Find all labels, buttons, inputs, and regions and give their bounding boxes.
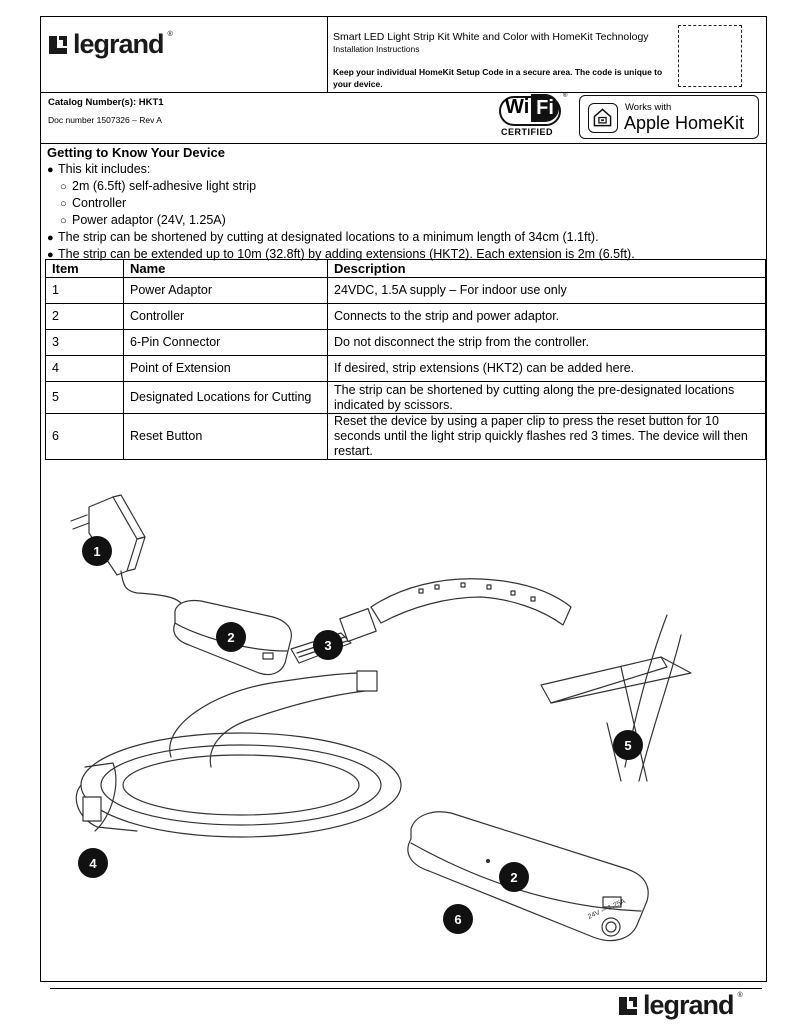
light-strip-segment xyxy=(371,579,571,625)
wifi-registered: ® xyxy=(563,93,568,99)
callout-label: 3 xyxy=(324,638,332,653)
header-item: Item xyxy=(46,260,124,278)
circle-bullet-icon: ○ xyxy=(60,181,67,193)
includes-label: This kit includes: xyxy=(58,162,151,176)
registered-mark: ® xyxy=(167,31,173,38)
bullet-includes xyxy=(47,161,759,178)
controller-rating-label: 24V ⎓ 1.25A xyxy=(586,898,627,921)
setup-code-placeholder xyxy=(678,25,742,87)
header-name: Name xyxy=(124,260,328,278)
works-with-text: Works with xyxy=(625,102,672,113)
wifi-fi-text: Fi xyxy=(531,94,559,122)
cell-item: 5 xyxy=(46,382,124,414)
callout-label: 5 xyxy=(624,738,632,753)
cell-description: The strip can be shortened by cutting along the pre-designated locations indicated by scissors. xyxy=(328,382,766,414)
registered-mark: ® xyxy=(737,992,743,999)
cell-description: If desired, strip extensions (HKT2) can be added here. xyxy=(328,356,766,382)
header-meta xyxy=(41,93,766,144)
home-icon xyxy=(588,103,618,133)
table-row xyxy=(46,330,766,356)
wifi-certified-text: CERTIFIED xyxy=(501,127,554,137)
intro-section xyxy=(47,145,759,263)
callout-5 xyxy=(613,730,643,760)
cut-location-detail xyxy=(541,615,691,781)
bullet-note xyxy=(47,229,759,246)
bullet-icon: ● xyxy=(47,232,54,244)
bullet-icon: ● xyxy=(47,164,54,176)
callout-label: 1 xyxy=(93,544,101,559)
circle-bullet-icon: ○ xyxy=(60,215,67,227)
cell-description: Connects to the strip and power adaptor. xyxy=(328,304,766,330)
homekit-badge xyxy=(579,95,759,139)
cell-name: Controller xyxy=(124,304,328,330)
header-divider xyxy=(327,17,328,92)
legrand-logo xyxy=(47,29,173,60)
cell-item: 4 xyxy=(46,356,124,382)
legrand-mark-icon xyxy=(47,34,69,56)
components-table xyxy=(45,259,766,460)
cell-name: Power Adaptor xyxy=(124,278,328,304)
cell-description: 24VDC, 1.5A supply – For indoor use only xyxy=(328,278,766,304)
cell-description: Do not disconnect the strip from the controller. xyxy=(328,330,766,356)
document-frame xyxy=(40,16,767,982)
cell-name: 6-Pin Connector xyxy=(124,330,328,356)
footer-legrand-logo xyxy=(617,990,743,1021)
legrand-wordmark: legrand xyxy=(643,990,734,1020)
bullet-icon: ● xyxy=(47,249,54,261)
cell-name: Point of Extension xyxy=(124,356,328,382)
callout-label: 4 xyxy=(89,856,97,871)
table-row xyxy=(46,278,766,304)
table-row xyxy=(46,356,766,382)
callout-2 xyxy=(216,622,246,652)
apple-homekit-text: Apple HomeKit xyxy=(624,113,745,133)
callout-4 xyxy=(78,848,108,878)
table-header-row xyxy=(46,260,766,278)
note-text: The strip can be shortened by cutting at designated locations to a minimum length of 34cm (1.1ft). xyxy=(58,230,599,244)
section-title: Getting to Know Your Device xyxy=(47,145,225,160)
circle-bullet-icon: ○ xyxy=(60,198,67,210)
doc-number: Doc number 1507326 – Rev A xyxy=(48,115,162,125)
product-title: Smart LED Light Strip Kit White and Color with HomeKit Technology xyxy=(333,31,649,43)
callout-label: 2 xyxy=(227,630,235,645)
header-top xyxy=(41,17,766,93)
table-row xyxy=(46,414,766,460)
cell-item: 1 xyxy=(46,278,124,304)
coiled-strip-drawing xyxy=(76,671,401,837)
legrand-mark-icon xyxy=(617,995,639,1017)
cell-item: 2 xyxy=(46,304,124,330)
wifi-wi-text: Wi xyxy=(505,96,530,118)
cell-name: Designated Locations for Cutting xyxy=(124,382,328,414)
callout-1 xyxy=(82,536,112,566)
cell-description: Reset the device by using a paper clip to press the reset button for 10 seconds until the light strip quickly flashes red 3 times. The device will then restart. xyxy=(328,414,766,460)
catalog-number: Catalog Number(s): HKT1 xyxy=(48,97,164,108)
legrand-wordmark: legrand xyxy=(73,29,164,59)
footer-rule xyxy=(50,988,762,989)
setup-code-note: Keep your individual HomeKit Setup Code in a secure area. The code is unique to your device. xyxy=(333,67,663,89)
callout-6 xyxy=(443,904,473,934)
note-text: The strip can be extended up to 10m (32.8ft) by adding extensions (HKT2). Each extension is 2m (6.5ft). xyxy=(58,247,635,261)
callout-3 xyxy=(313,630,343,660)
include-item: Power adaptor (24V, 1.25A) xyxy=(72,213,226,227)
include-item: 2m (6.5ft) self-adhesive light strip xyxy=(72,179,257,193)
cell-item: 6 xyxy=(46,414,124,460)
header-description: Description xyxy=(328,260,766,278)
callout-label: 2 xyxy=(510,870,518,885)
table-row xyxy=(46,382,766,414)
sub-bullet xyxy=(47,178,759,195)
doc-type: Installation Instructions xyxy=(333,44,420,54)
wifi-certified-badge xyxy=(497,93,572,141)
sub-bullet xyxy=(47,212,759,229)
cell-name: Reset Button xyxy=(124,414,328,460)
table-row xyxy=(46,304,766,330)
sub-bullet xyxy=(47,195,759,212)
device-illustration xyxy=(41,467,766,981)
include-item: Controller xyxy=(72,196,127,210)
callout-label: 6 xyxy=(454,912,462,927)
cell-item: 3 xyxy=(46,330,124,356)
callout-2b xyxy=(499,862,529,892)
